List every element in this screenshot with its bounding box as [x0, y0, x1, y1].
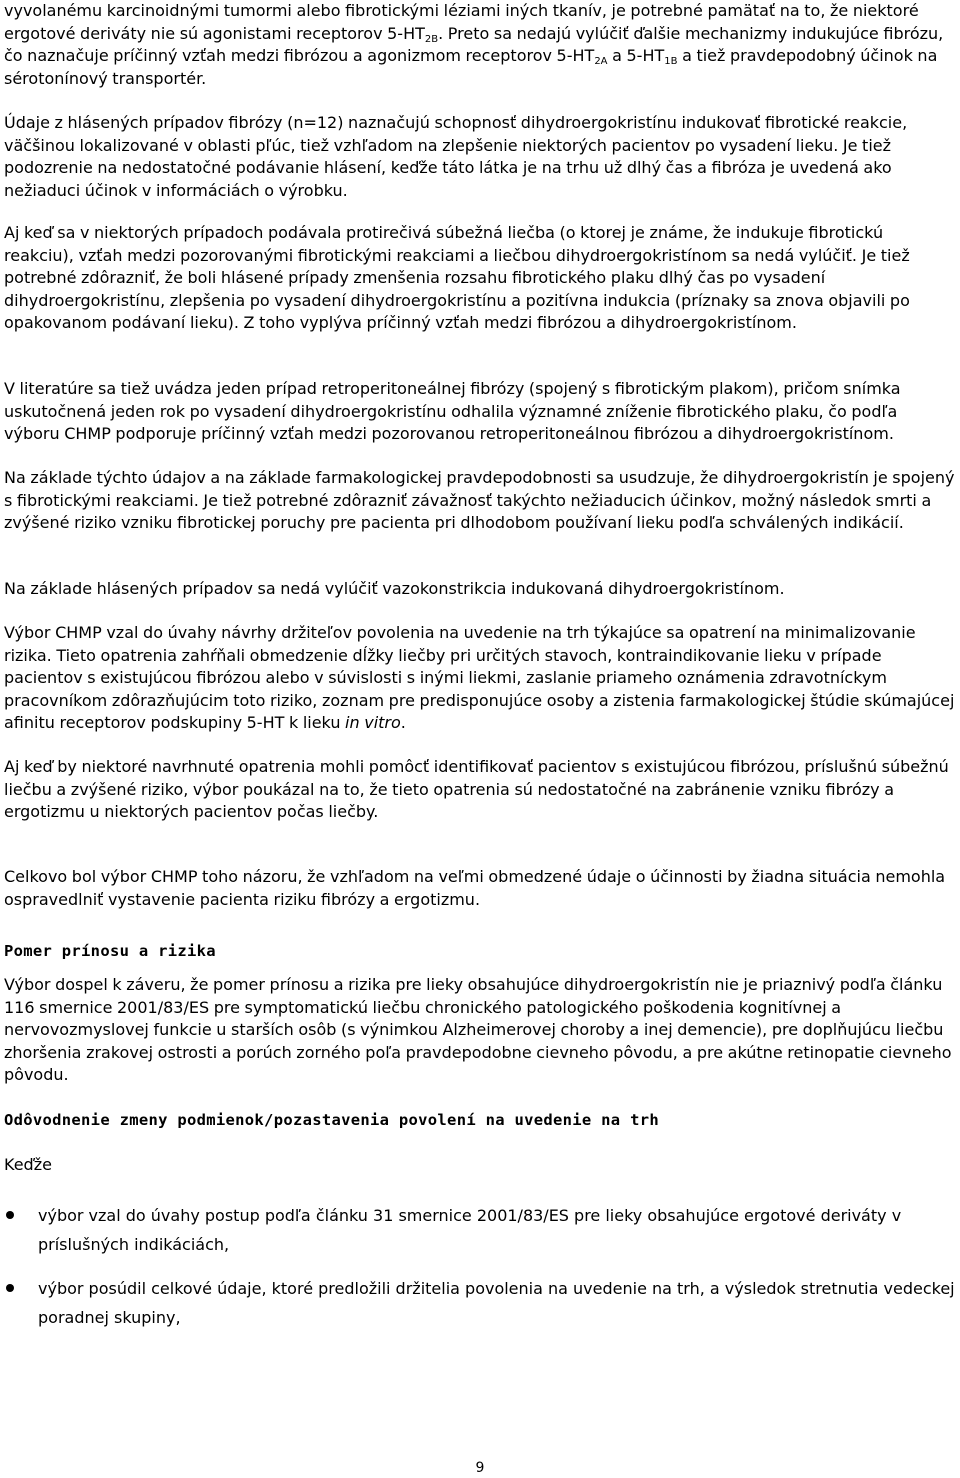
p1-text-c: a 5-HT	[607, 46, 665, 65]
paragraph-measures-insufficient: Aj keď by niektoré navrhnuté opatrenia mohli pomôcť identifikovať pacientov s existujúcou fibrózou, príslušnú súbežnú liečbu a zvýšené riziko, výbor poukázal na to, že tieto opatrenia sú nedostatočné na zabránenie vzniku fibrózy a ergotizmu u niektorých pacientov počas liečby.	[4, 757, 949, 821]
p1-text-a: vyvolanému karcinoidnými tumormi alebo fibrotickými léziami iných tkanív, je potrebné pamätať na to, že niektoré ergotové deriváty nie sú agonistami receptorov 5-HT	[4, 1, 919, 43]
heading-grounds-for-variation: Odôvodnenie zmeny podmienok/pozastavenia povolení na uvedenie na trh	[4, 1111, 659, 1129]
list-item-text: výbor vzal do úvahy postup podľa článku 31 smernice 2001/83/ES pre lieky obsahujúce ergotové deriváty v príslušných indikáciách,	[38, 1206, 902, 1254]
bullet-icon	[6, 1284, 14, 1292]
p1-sub-2a: 2A	[594, 56, 608, 67]
p1-sub-2b: 2B	[424, 33, 439, 45]
page-number: 9	[475, 1460, 485, 1476]
heading-benefit-risk: Pomer prínosu a rizika	[4, 942, 216, 960]
list-item-text: výbor posúdil celkové údaje, ktoré predložili držitelia povolenia na uvedenie na trh, a výsledok stretnutia vedeckej poradnej skupiny,	[38, 1279, 955, 1327]
paragraph-concomitant-treatment: Aj keď sa v niektorých prípadoch podávala protirečivá súbežná liečba (o ktorej je známe, že indukuje fibrotickú reakciu), vzťah medzi pozorovanými fibrotickými reakciami a liečbou dihydroergokristínom sa nedá vylúčiť. Je tiež potrebné zdôrazniť, že boli hlásené prípady zmenšenia rozsahu fibrotického plaku dlhý čas po vysadení dihydroergokristínu, zlepšenia po vysadení dihydroergokristínu a pozitívna indukcia (príznaky sa znova objavili po opakovanom podávaní lieku). Z toho vyplýva príčinný vzťah medzi fibrózou a dihydroergokristínom.	[4, 223, 910, 332]
whereas-label: Keďže	[4, 1155, 52, 1174]
p6-text-post: .	[400, 713, 406, 732]
paragraph-fibrosis-reports: Údaje z hlásených prípadov fibrózy (n=12) naznačujú schopnosť dihydroergokristínu indukovať fibrotické reakcie, väčšinou lokalizované v oblasti pľúc, tiež vzhľadom na zlepšenie niektorých pacientov po vysadení lieku. Je tiež podozrenie na nedostatočné podávanie hlásení, keďže táto látka je na trhu už dlhý čas a fibróza je uvedená ako nežiaduci účinok v informáciách o výrobku.	[4, 113, 908, 200]
paragraph-ergot-mechanisms	[4, 0, 956, 90]
paragraph-chmp-opinion: Celkovo bol výbor CHMP toho názoru, že vzhľadom na veľmi obmedzené údaje o účinnosti by žiadna situácia nemohla ospravedlniť vystavenie pacienta riziku fibrózy a ergotizmu.	[4, 867, 946, 909]
p1-sub-1b: 1B	[664, 56, 678, 67]
p6-italic-in-vitro: in vitro	[345, 713, 401, 732]
p1-text-b: . Preto sa nedajú vylúčiť ďalšie mechanizmy indukujúce fibrózu, čo naznačuje príčinný vzťah medzi fibrózou a agonizmom receptorov 5-HT	[4, 23, 944, 65]
paragraph-literature-case: V literatúre sa tiež uvádza jeden prípad retroperitoneálnej fibrózy (spojený s fibrotickým plakom), pričom snímka uskutočnená jeden rok po vysadení dihydroergokristínu odhalila významné zníženie fibrotického plaku, čo podľa výboru CHMP podporuje príčinný vzťah medzi pozorovanou retroperitoneálnou fibrózou a dihydroergokristínom.	[4, 379, 901, 443]
list-item	[4, 1201, 956, 1259]
whereas-list	[4, 1201, 956, 1332]
paragraph-vasoconstriction: Na základe hlásených prípadov sa nedá vylúčiť vazokonstrikcia indukovaná dihydroergokristínom.	[4, 579, 785, 598]
paragraph-pharmacological-probability: Na základe týchto údajov a na základe farmakologickej pravdepodobnosti sa usudzuje, že dihydroergokristín je spojený s fibrotickými reakciami. Je tiež potrebné zdôrazniť závažnosť takýchto nežiaducich účinkov, možný následok smrti a zvýšené riziko vzniku fibrotickej poruchy pre pacienta pri dlhodobom používaní lieku podľa schválených indikácií.	[4, 468, 955, 532]
bullet-icon	[6, 1211, 14, 1219]
p6-text-pre: Výbor CHMP vzal do úvahy návrhy držiteľov povolenia na uvedenie na trh týkajúce sa opatrení na minimalizovanie rizika. Tieto opatrenia zahŕňali obmedzenie dĺžky liečby pri určitých stavoch, kontraindikovanie lieku v prípade pacientov s existujúcou fibrózou alebo v súvislosti s inými liekmi, zaslanie priameho oznámenia zdravotníckym pracovníkom zdôrazňujúcim toto riziko, zoznam pre predisponujúce osoby a zistenia farmakologickej štúdie skúmajúcej afinitu receptorov podskupiny 5-HT k lieku	[4, 623, 955, 732]
list-item	[4, 1274, 956, 1332]
paragraph-benefit-risk-conclusion: Výbor dospel k záveru, že pomer prínosu a rizika pre lieky obsahujúce dihydroergokristín nie je priaznivý podľa článku 116 smernice 2001/83/ES pre symptomatickú liečbu chronického patologického poškodenia kognitívnej a nervovozmyslovej funkcie u starších osôb (s výnimkou Alzheimerovej choroby a inej demencie), pre doplňujúcu liečbu zhoršenia zrakovej ostrosti a porúch zorného poľa pravdepodobne cievneho pôvodu, a pre akútne retinopatie cievneho pôvodu.	[4, 975, 952, 1084]
p1-text-d: a tiež pravdepodobný účinok na sérotonínový transportér.	[4, 46, 938, 88]
paragraph-risk-minimisation	[4, 622, 956, 735]
